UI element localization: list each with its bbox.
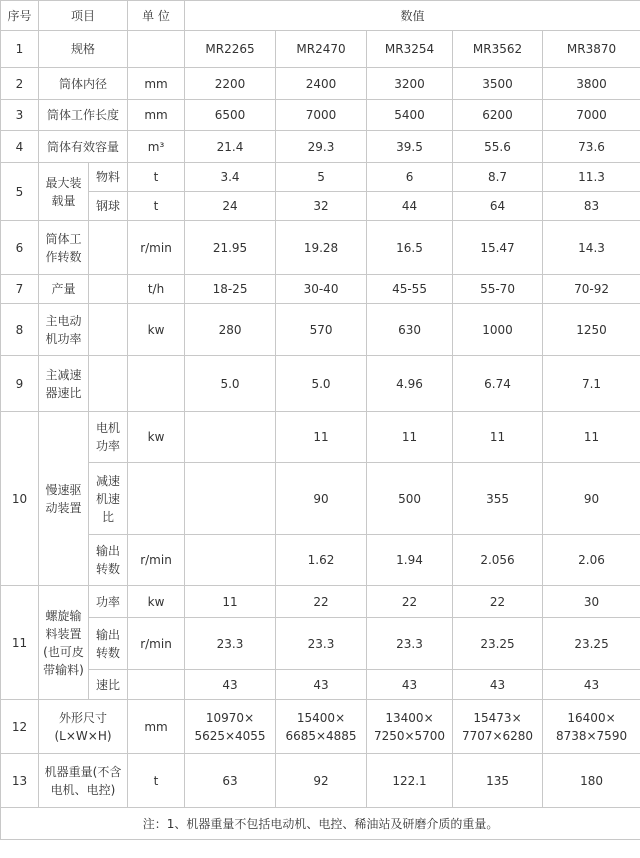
row-no: 7 xyxy=(1,275,39,304)
row-unit: kw xyxy=(128,412,185,463)
row-value: 122.1 xyxy=(367,754,453,808)
row-value: 16.5 xyxy=(367,221,453,275)
row-value: 7000 xyxy=(276,100,367,131)
row-subitem xyxy=(89,304,128,356)
row-value: 500 xyxy=(367,463,453,535)
row-value: 16400× 8738×7590 xyxy=(543,700,640,754)
header-item: 项目 xyxy=(39,1,128,31)
row-value: 45-55 xyxy=(367,275,453,304)
row-item: 筒体工作长度 xyxy=(39,100,128,131)
note-row xyxy=(1,808,640,840)
row-value: 11 xyxy=(185,586,276,618)
row-item: 产量 xyxy=(39,275,89,304)
row-value: 15.47 xyxy=(453,221,543,275)
row-subitem xyxy=(89,356,128,412)
row-unit: mm xyxy=(128,68,185,100)
row-subitem: 减速 机速 比 xyxy=(89,463,128,535)
table-row xyxy=(1,754,640,808)
row-item: 筒体有效容量 xyxy=(39,131,128,163)
row-subitem xyxy=(89,275,128,304)
row-value: 83 xyxy=(543,192,640,221)
table-row xyxy=(1,31,640,68)
row-value: 3200 xyxy=(367,68,453,100)
row-subitem xyxy=(89,221,128,275)
row-unit: t xyxy=(128,192,185,221)
row-value: 22 xyxy=(276,586,367,618)
row-value: 6.74 xyxy=(453,356,543,412)
table-row xyxy=(1,618,640,670)
row-value: 43 xyxy=(276,670,367,700)
row-value: 135 xyxy=(453,754,543,808)
row-value: 24 xyxy=(185,192,276,221)
row-value: 7.1 xyxy=(543,356,640,412)
row-item: 主电动 机功率 xyxy=(39,304,89,356)
row-value: 2400 xyxy=(276,68,367,100)
row-value: 280 xyxy=(185,304,276,356)
row-no: 8 xyxy=(1,304,39,356)
row-value: 23.25 xyxy=(543,618,640,670)
row-value: 22 xyxy=(367,586,453,618)
row-value: 1.62 xyxy=(276,535,367,586)
row-subitem: 输出 转数 xyxy=(89,535,128,586)
table-row xyxy=(1,535,640,586)
row-value: 1250 xyxy=(543,304,640,356)
row-value: 5.0 xyxy=(185,356,276,412)
row-no: 12 xyxy=(1,700,39,754)
row-value: 10970× 5625×4055 xyxy=(185,700,276,754)
table-row xyxy=(1,163,640,192)
table-row xyxy=(1,68,640,100)
header-row xyxy=(1,1,640,31)
row-value: 23.3 xyxy=(276,618,367,670)
row-value xyxy=(185,535,276,586)
row-subitem: 输出 转数 xyxy=(89,618,128,670)
table-row xyxy=(1,700,640,754)
row-value: 30-40 xyxy=(276,275,367,304)
row-item: 规格 xyxy=(39,31,128,68)
row-item: 螺旋输 料装置 (也可皮 带输料) xyxy=(39,586,89,700)
table-row xyxy=(1,412,640,463)
row-no: 13 xyxy=(1,754,39,808)
row-item: 机器重量(不含 电机、电控) xyxy=(39,754,128,808)
row-no: 4 xyxy=(1,131,39,163)
row-value: 11 xyxy=(543,412,640,463)
row-value: 2.06 xyxy=(543,535,640,586)
row-value: 14.3 xyxy=(543,221,640,275)
row-subitem: 速比 xyxy=(89,670,128,700)
row-value: 55.6 xyxy=(453,131,543,163)
row-value: 6500 xyxy=(185,100,276,131)
row-no: 1 xyxy=(1,31,39,68)
row-value: 63 xyxy=(185,754,276,808)
row-unit: r/min xyxy=(128,221,185,275)
row-value: 1.94 xyxy=(367,535,453,586)
row-no: 11 xyxy=(1,586,39,700)
row-subitem: 功率 xyxy=(89,586,128,618)
row-value: 23.3 xyxy=(185,618,276,670)
header-values: 数值 xyxy=(185,1,640,31)
row-unit xyxy=(128,356,185,412)
table-row xyxy=(1,670,640,700)
row-subitem: 电机 功率 xyxy=(89,412,128,463)
table-row xyxy=(1,131,640,163)
row-unit xyxy=(128,31,185,68)
row-value: 21.95 xyxy=(185,221,276,275)
row-value xyxy=(185,412,276,463)
row-value: 29.3 xyxy=(276,131,367,163)
row-value: MR2265 xyxy=(185,31,276,68)
row-value: 32 xyxy=(276,192,367,221)
row-value: 3800 xyxy=(543,68,640,100)
row-value: 43 xyxy=(453,670,543,700)
row-subitem: 物料 xyxy=(89,163,128,192)
row-unit: mm xyxy=(128,100,185,131)
row-value xyxy=(185,463,276,535)
row-value: 21.4 xyxy=(185,131,276,163)
row-unit: r/min xyxy=(128,535,185,586)
row-value: 5 xyxy=(276,163,367,192)
row-unit xyxy=(128,463,185,535)
row-item: 外形尺寸 (L×W×H) xyxy=(39,700,128,754)
row-value: 13400× 7250×5700 xyxy=(367,700,453,754)
table-row xyxy=(1,356,640,412)
row-no: 10 xyxy=(1,412,39,586)
row-value: 18-25 xyxy=(185,275,276,304)
row-value: 43 xyxy=(185,670,276,700)
row-subitem: 钢球 xyxy=(89,192,128,221)
row-no: 3 xyxy=(1,100,39,131)
row-value: 73.6 xyxy=(543,131,640,163)
table-row xyxy=(1,275,640,304)
table-row xyxy=(1,586,640,618)
row-no: 9 xyxy=(1,356,39,412)
row-item: 最大装 载量 xyxy=(39,163,89,221)
row-item: 筒体工 作转数 xyxy=(39,221,89,275)
row-value: 15473× 7707×6280 xyxy=(453,700,543,754)
row-value: 180 xyxy=(543,754,640,808)
row-value: MR3254 xyxy=(367,31,453,68)
row-value: MR3870 xyxy=(543,31,640,68)
row-unit: m³ xyxy=(128,131,185,163)
table-row xyxy=(1,192,640,221)
row-value: 3500 xyxy=(453,68,543,100)
row-value: MR2470 xyxy=(276,31,367,68)
row-value: 70-92 xyxy=(543,275,640,304)
row-value: MR3562 xyxy=(453,31,543,68)
row-unit: t xyxy=(128,163,185,192)
row-no: 6 xyxy=(1,221,39,275)
row-value: 44 xyxy=(367,192,453,221)
row-unit: r/min xyxy=(128,618,185,670)
row-value: 90 xyxy=(543,463,640,535)
header-unit: 单 位 xyxy=(128,1,185,31)
row-value: 43 xyxy=(543,670,640,700)
row-value: 355 xyxy=(453,463,543,535)
row-unit: kw xyxy=(128,304,185,356)
row-value: 30 xyxy=(543,586,640,618)
row-value: 23.3 xyxy=(367,618,453,670)
row-value: 90 xyxy=(276,463,367,535)
row-value: 64 xyxy=(453,192,543,221)
table-row xyxy=(1,100,640,131)
row-value: 6200 xyxy=(453,100,543,131)
row-item: 筒体内径 xyxy=(39,68,128,100)
row-unit: t/h xyxy=(128,275,185,304)
row-value: 5.0 xyxy=(276,356,367,412)
row-value: 1000 xyxy=(453,304,543,356)
header-no: 序号 xyxy=(1,1,39,31)
row-unit: t xyxy=(128,754,185,808)
row-value: 15400× 6685×4885 xyxy=(276,700,367,754)
row-value: 22 xyxy=(453,586,543,618)
table-row xyxy=(1,304,640,356)
row-value: 19.28 xyxy=(276,221,367,275)
row-no: 2 xyxy=(1,68,39,100)
row-value: 3.4 xyxy=(185,163,276,192)
row-value: 39.5 xyxy=(367,131,453,163)
row-value: 8.7 xyxy=(453,163,543,192)
row-value: 11 xyxy=(276,412,367,463)
row-value: 23.25 xyxy=(453,618,543,670)
row-value: 92 xyxy=(276,754,367,808)
row-value: 7000 xyxy=(543,100,640,131)
row-value: 43 xyxy=(367,670,453,700)
row-value: 11.3 xyxy=(543,163,640,192)
table-row xyxy=(1,463,640,535)
row-unit: kw xyxy=(128,586,185,618)
row-value: 4.96 xyxy=(367,356,453,412)
row-unit: mm xyxy=(128,700,185,754)
table-row xyxy=(1,221,640,275)
row-value: 570 xyxy=(276,304,367,356)
row-value: 11 xyxy=(453,412,543,463)
row-value: 5400 xyxy=(367,100,453,131)
row-value: 2200 xyxy=(185,68,276,100)
row-value: 11 xyxy=(367,412,453,463)
row-unit xyxy=(128,670,185,700)
row-item: 慢速驱 动装置 xyxy=(39,412,89,586)
row-no: 5 xyxy=(1,163,39,221)
row-value: 630 xyxy=(367,304,453,356)
row-value: 2.056 xyxy=(453,535,543,586)
row-value: 6 xyxy=(367,163,453,192)
row-value: 55-70 xyxy=(453,275,543,304)
table-note: 注：1、机器重量不包括电动机、电控、稀油站及研磨介质的重量。 xyxy=(1,808,640,840)
row-item: 主减速 器速比 xyxy=(39,356,89,412)
